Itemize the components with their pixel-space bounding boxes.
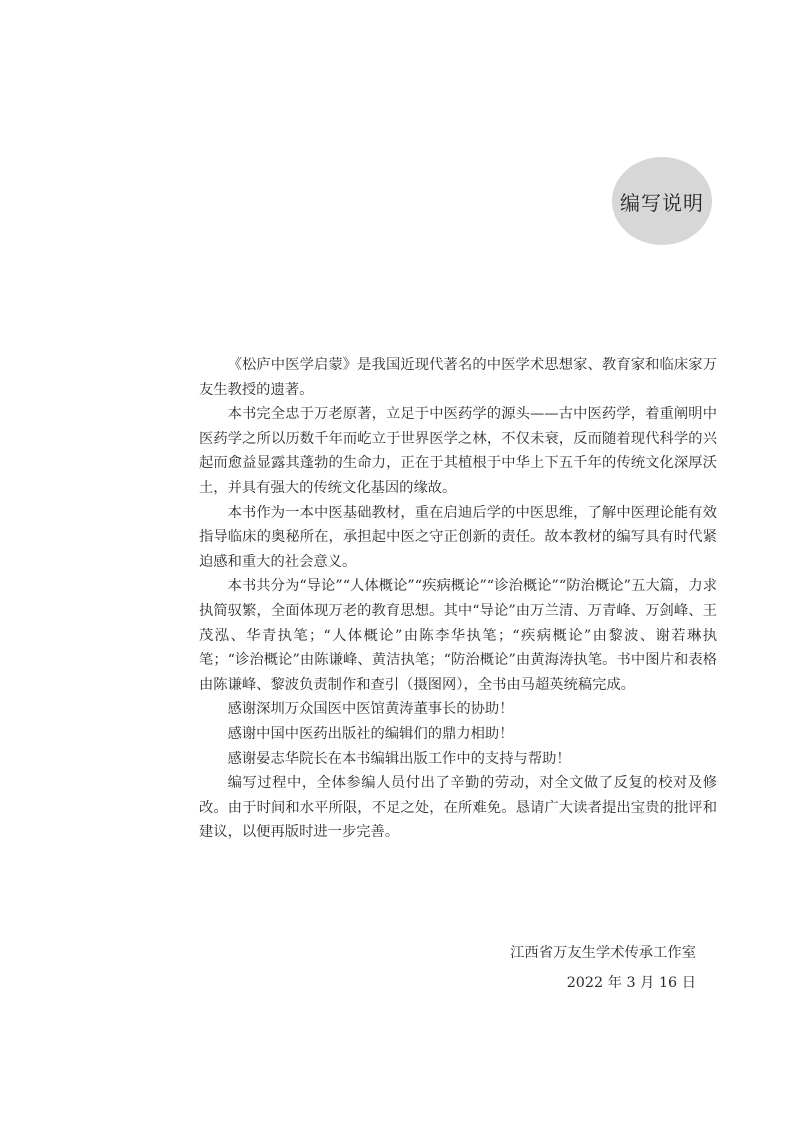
signature-block <box>460 938 696 998</box>
signature-organization: 江西省万友生学术传承工作室 <box>510 945 696 961</box>
paragraph-purpose: 本书作为一本中医基础教材，重在启迪后学的中医思维，了解中医理论能有效指导临床的奥秘所在，承担起中医之守正创新的责任。故本教材的编写具有时代紧迫感和重大的社会意义。 <box>199 504 717 570</box>
paragraph-structure: 本书共分为“导论”“人体概论”“疾病概论”“诊治概论”“防治概论”五大篇，力求执简驭繁，全面体现万老的教育思想。其中“导论”由万兰清、万青峰、万剑峰、王茂泓、华青执笔；“人体概论”由陈李华执笔；“疾病概论”由黎波、谢若琳执笔；“诊治概论”由陈谦峰、黄洁执笔；“防治概论”由黄海涛执笔。书中图片和表格由陈谦峰、黎波负责制作和查引（摄图网），全书由马超英统稿完成。 <box>199 578 717 693</box>
paragraph-closing: 编写过程中，全体参编人员付出了辛勤的劳动，对全文做了反复的校对及修改。由于时间和水平所限，不足之处，在所难免。恳请广大读者提出宝贵的批评和建议，以便再版时进一步完善。 <box>199 775 717 841</box>
preface-body <box>199 353 717 845</box>
section-title: 编写说明 <box>620 190 704 215</box>
paragraph-thanks-3: 感谢晏志华院长在本书编辑出版工作中的支持与帮助！ <box>227 750 571 767</box>
signature-date: 2022 年 3 月 16 日 <box>566 975 696 991</box>
paragraph-thanks-2: 感谢中国中医药出版社的编辑们的鼎力相助！ <box>227 725 514 742</box>
paragraph-intro: 《松庐中医学启蒙》是我国近现代著名的中医学术思想家、教育家和临床家万友生教授的遗著。 <box>199 357 717 398</box>
section-title-badge <box>612 157 712 245</box>
paragraph-origin: 本书完全忠于万老原著，立足于中医药学的源头——古中医药学，着重阐明中医药学之所以历数千年而屹立于世界医学之林，不仅未衰，反而随着现代科学的兴起而愈益显露其蓬勃的生命力，正在于其植根于中华上下五千年的传统文化深厚沃土，并具有强大的传统文化基因的缘故。 <box>199 406 717 496</box>
paragraph-thanks-1: 感谢深圳万众国医中医馆黄涛董事长的协助！ <box>227 701 514 718</box>
